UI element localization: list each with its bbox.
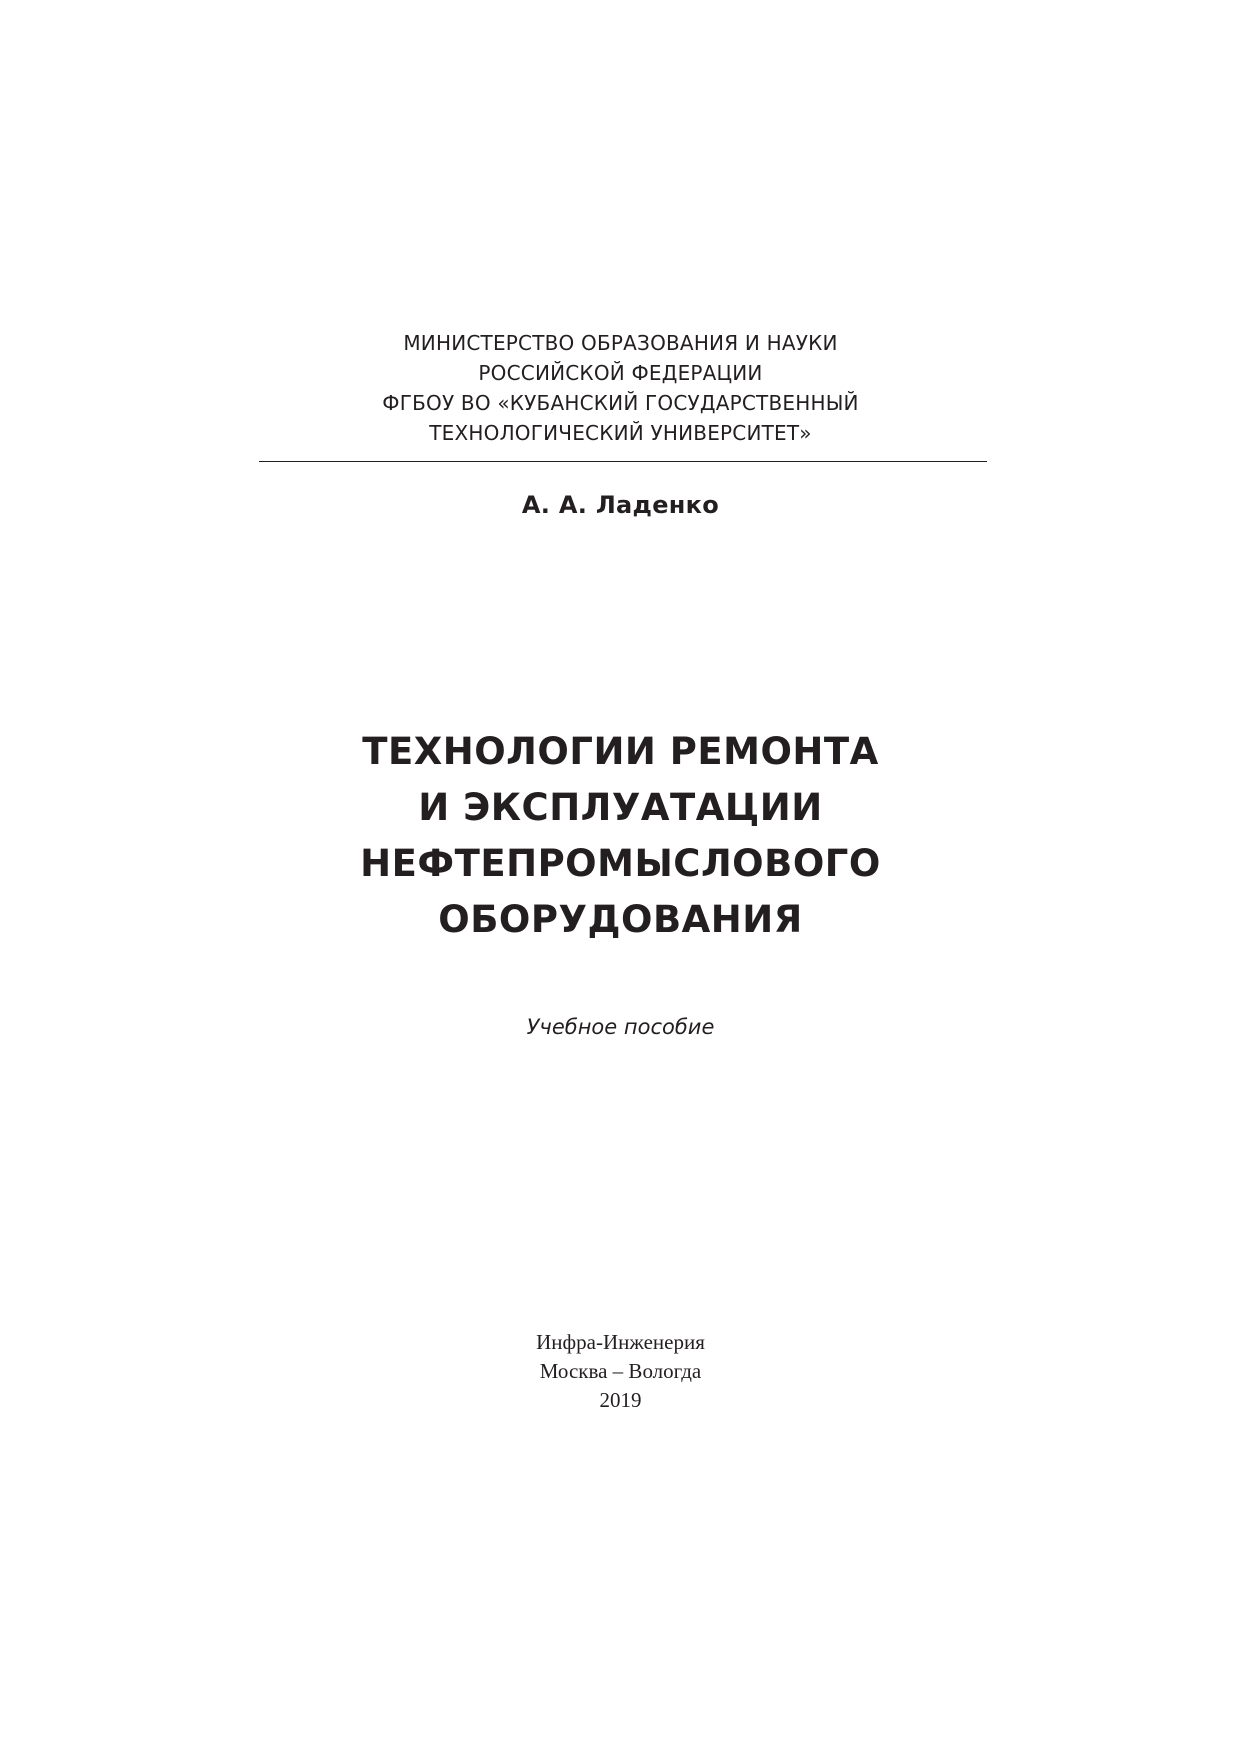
title-line: НЕФТЕПРОМЫСЛОВОГО bbox=[360, 842, 881, 885]
institution-line: РОССИЙСКОЙ ФЕДЕРАЦИИ bbox=[478, 361, 763, 385]
institution-line: ТЕХНОЛОГИЧЕСКИЙ УНИВЕРСИТЕТ» bbox=[429, 421, 812, 445]
book-title bbox=[0, 724, 1241, 948]
title-line: ТЕХНОЛОГИИ РЕМОНТА bbox=[362, 730, 879, 773]
author-name: А. А. Ладенко bbox=[521, 491, 720, 519]
publication-year: 2019 bbox=[599, 1388, 642, 1412]
institution-block bbox=[0, 328, 1241, 448]
header-divider bbox=[259, 461, 987, 462]
publisher-block bbox=[0, 1328, 1241, 1415]
institution-line: ФГБОУ ВО «КУБАНСКИЙ ГОСУДАРСТВЕННЫЙ bbox=[382, 391, 859, 415]
institution-line: МИНИСТЕРСТВО ОБРАЗОВАНИЯ И НАУКИ bbox=[403, 331, 838, 355]
title-line: И ЭКСПЛУАТАЦИИ bbox=[418, 786, 823, 829]
title-line: ОБОРУДОВАНИЯ bbox=[438, 898, 803, 941]
publisher-name: Инфра-Инженерия bbox=[536, 1330, 705, 1354]
book-type: Учебное пособие bbox=[526, 1015, 715, 1039]
publisher-cities: Москва – Вологда bbox=[539, 1359, 702, 1383]
